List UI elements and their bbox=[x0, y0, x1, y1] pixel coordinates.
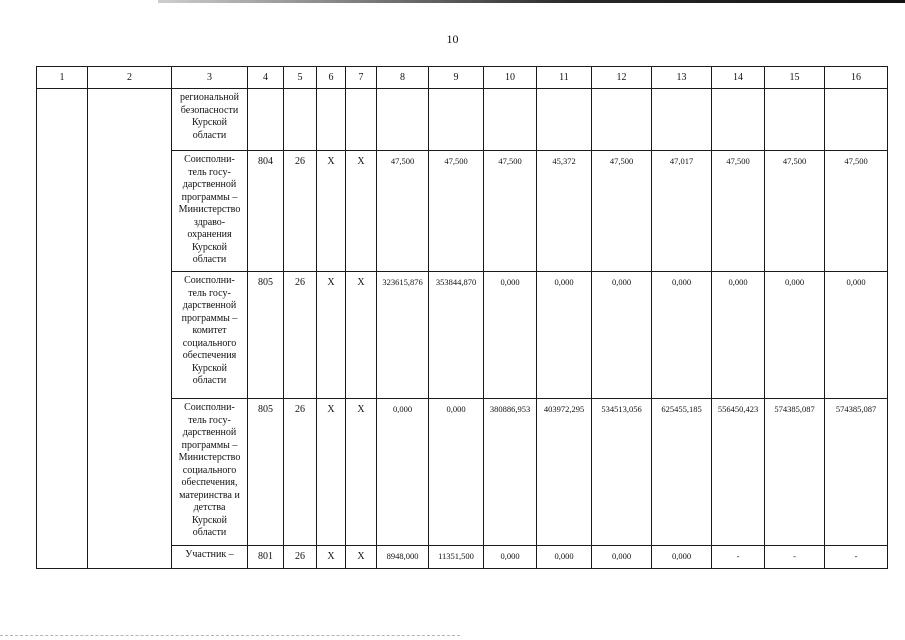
empty-cell-col-15 bbox=[765, 89, 825, 151]
column-header-11: 11 bbox=[537, 67, 592, 89]
amount-cell-col-14: 47,500 bbox=[712, 151, 765, 272]
amount-cell-col-9: 353844,870 bbox=[429, 272, 484, 399]
amount-cell-col-16: 574385,087 bbox=[825, 399, 888, 546]
column-header-3: 3 bbox=[172, 67, 248, 89]
column-header-1: 1 bbox=[37, 67, 88, 89]
marker-cell-col-6: X bbox=[317, 399, 346, 546]
empty-cell-col-7 bbox=[346, 89, 377, 151]
empty-cell-col-11 bbox=[537, 89, 592, 151]
amount-cell-col-16: 47,500 bbox=[825, 151, 888, 272]
marker-cell-col-7: X bbox=[346, 151, 377, 272]
amount-cell-col-8: 47,500 bbox=[377, 151, 429, 272]
scan-edge-top bbox=[158, 0, 905, 3]
column-header-14: 14 bbox=[712, 67, 765, 89]
amount-cell-col-12: 534513,056 bbox=[592, 399, 652, 546]
amount-cell-col-10: 0,000 bbox=[484, 546, 537, 569]
column-header-13: 13 bbox=[652, 67, 712, 89]
column-header-4: 4 bbox=[248, 67, 284, 89]
code-cell-col-5: 26 bbox=[284, 546, 317, 569]
page-number: 10 bbox=[446, 32, 459, 46]
amount-cell-col-11: 45,372 bbox=[537, 151, 592, 272]
column-header-9: 9 bbox=[429, 67, 484, 89]
empty-cell-col-14 bbox=[712, 89, 765, 151]
executor-cell: Соисполни- тель госу- дарственной программы – Министерство здраво- охранения Курской области bbox=[172, 151, 248, 272]
empty-cell-col-8 bbox=[377, 89, 429, 151]
amount-cell-col-15: 0,000 bbox=[765, 272, 825, 399]
empty-cell-col-16 bbox=[825, 89, 888, 151]
marker-cell-col-6: X bbox=[317, 546, 346, 569]
code-cell-col-5: 26 bbox=[284, 399, 317, 546]
amount-cell-col-8: 8948,000 bbox=[377, 546, 429, 569]
amount-cell-col-12: 0,000 bbox=[592, 272, 652, 399]
table-header-row bbox=[37, 67, 888, 89]
executor-cell: Соисполни- тель госу- дарственной программы – комитет социального обеспечения Курской области bbox=[172, 272, 248, 399]
amount-cell-col-14: 0,000 bbox=[712, 272, 765, 399]
empty-cell-col-12 bbox=[592, 89, 652, 151]
merged-cell-col-1 bbox=[37, 89, 88, 569]
amount-cell-col-12: 47,500 bbox=[592, 151, 652, 272]
amount-cell-col-10: 0,000 bbox=[484, 272, 537, 399]
code-cell-col-4: 804 bbox=[248, 151, 284, 272]
column-header-6: 6 bbox=[317, 67, 346, 89]
amount-cell-col-9: 11351,500 bbox=[429, 546, 484, 569]
amount-cell-col-16: 0,000 bbox=[825, 272, 888, 399]
column-header-16: 16 bbox=[825, 67, 888, 89]
amount-cell-col-14: 556450,423 bbox=[712, 399, 765, 546]
amount-cell-col-16: - bbox=[825, 546, 888, 569]
amount-cell-col-15: 47,500 bbox=[765, 151, 825, 272]
column-header-5: 5 bbox=[284, 67, 317, 89]
amount-cell-col-13: 0,000 bbox=[652, 272, 712, 399]
executor-cell: Участник – bbox=[172, 546, 248, 569]
amount-cell-col-13: 625455,185 bbox=[652, 399, 712, 546]
marker-cell-col-7: X bbox=[346, 399, 377, 546]
amount-cell-col-10: 380886,953 bbox=[484, 399, 537, 546]
column-header-15: 15 bbox=[765, 67, 825, 89]
executor-cell: Соисполни- тель госу- дарственной программы – Министерство социального обеспечения, материнства и детства Курской области bbox=[172, 399, 248, 546]
budget-table bbox=[36, 66, 888, 569]
amount-cell-col-11: 403972,295 bbox=[537, 399, 592, 546]
amount-cell-col-15: 574385,087 bbox=[765, 399, 825, 546]
code-cell-col-4: 801 bbox=[248, 546, 284, 569]
empty-cell-col-13 bbox=[652, 89, 712, 151]
code-cell-col-5: 26 bbox=[284, 272, 317, 399]
amount-cell-col-13: 0,000 bbox=[652, 546, 712, 569]
column-header-2: 2 bbox=[88, 67, 172, 89]
table-row bbox=[37, 89, 888, 151]
executor-cell: региональной безопасности Курской области bbox=[172, 89, 248, 151]
amount-cell-col-10: 47,500 bbox=[484, 151, 537, 272]
column-header-10: 10 bbox=[484, 67, 537, 89]
code-cell-col-4: 805 bbox=[248, 272, 284, 399]
merged-cell-col-2 bbox=[88, 89, 172, 569]
amount-cell-col-8: 323615,876 bbox=[377, 272, 429, 399]
empty-cell-col-4 bbox=[248, 89, 284, 151]
code-cell-col-5: 26 bbox=[284, 151, 317, 272]
scan-edge-bottom bbox=[0, 635, 460, 636]
code-cell-col-4: 805 bbox=[248, 399, 284, 546]
marker-cell-col-7: X bbox=[346, 272, 377, 399]
empty-cell-col-6 bbox=[317, 89, 346, 151]
empty-cell-col-10 bbox=[484, 89, 537, 151]
empty-cell-col-9 bbox=[429, 89, 484, 151]
marker-cell-col-6: X bbox=[317, 151, 346, 272]
amount-cell-col-11: 0,000 bbox=[537, 272, 592, 399]
amount-cell-col-12: 0,000 bbox=[592, 546, 652, 569]
amount-cell-col-11: 0,000 bbox=[537, 546, 592, 569]
column-header-12: 12 bbox=[592, 67, 652, 89]
column-header-7: 7 bbox=[346, 67, 377, 89]
empty-cell-col-5 bbox=[284, 89, 317, 151]
amount-cell-col-9: 47,500 bbox=[429, 151, 484, 272]
amount-cell-col-15: - bbox=[765, 546, 825, 569]
marker-cell-col-6: X bbox=[317, 272, 346, 399]
amount-cell-col-14: - bbox=[712, 546, 765, 569]
marker-cell-col-7: X bbox=[346, 546, 377, 569]
amount-cell-col-8: 0,000 bbox=[377, 399, 429, 546]
amount-cell-col-13: 47,017 bbox=[652, 151, 712, 272]
column-header-8: 8 bbox=[377, 67, 429, 89]
amount-cell-col-9: 0,000 bbox=[429, 399, 484, 546]
